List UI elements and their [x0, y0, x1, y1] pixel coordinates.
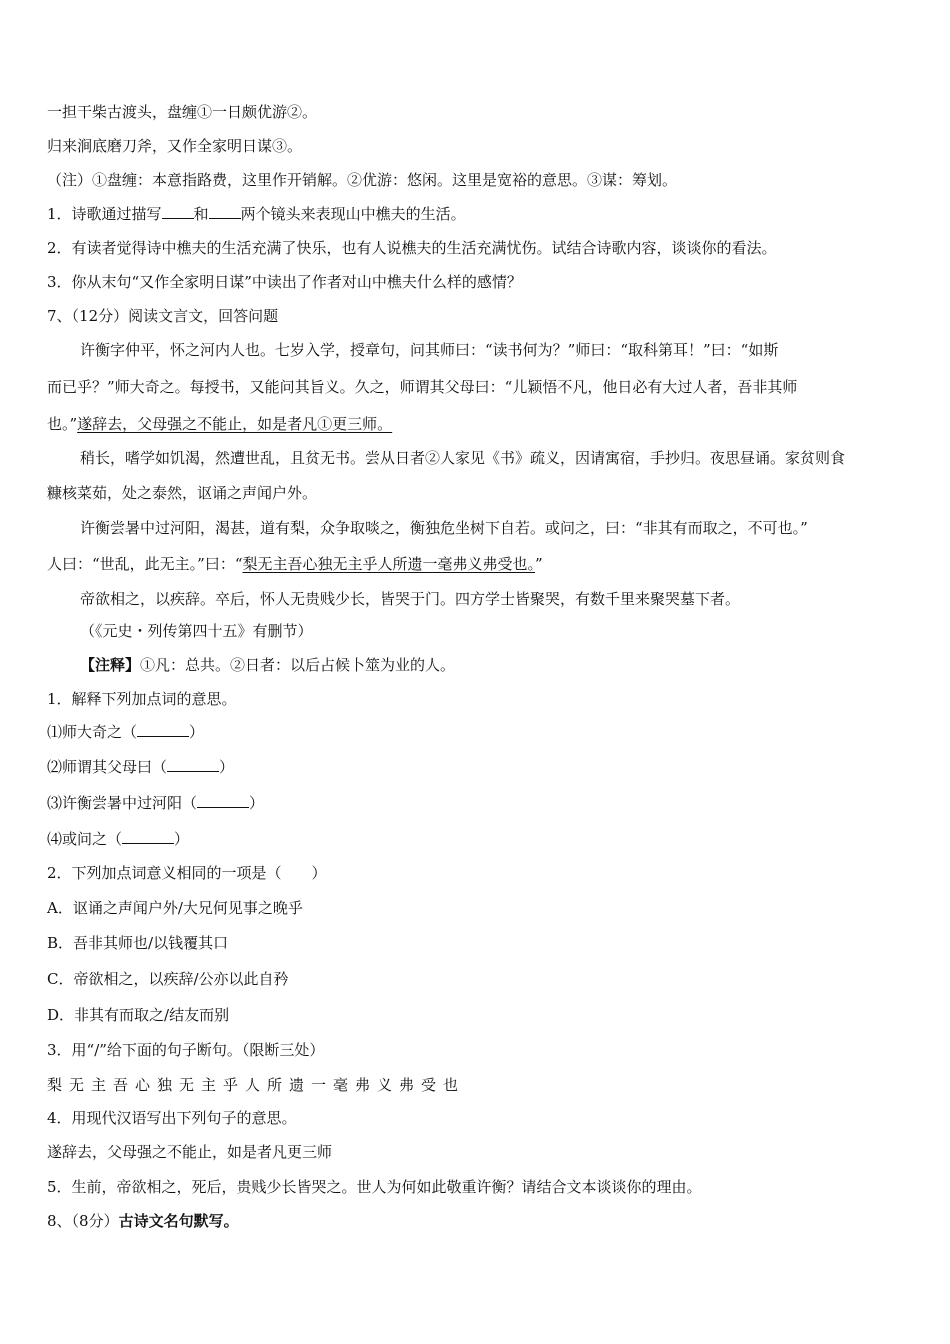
q8-heading	[47, 1211, 239, 1231]
passage-p3-line1: 许衡尝暑中过河阳，渴甚，道有梨，众争取啖之，衡独危坐树下自若。或问之，曰：“非其有而取之，不可也。”	[80, 519, 808, 537]
passage-p2-line1: 稍长，嗜学如饥渴，然遭世乱，且贫无书。尝从日者②人家见《书》疏义，因请寓宿，手抄归。夜思昼诵。家贫则食	[80, 449, 846, 467]
sub-question-5: 5．生前，帝欲相之，死后，贵贱少长皆哭之。世人为何如此敬重许衡？请结合文本谈谈你的理由。	[47, 1178, 702, 1196]
underlined-sentence: 梨无主吾心独无主乎人所遗一毫弗义弗受也。	[242, 555, 536, 573]
answer-blank[interactable]	[122, 829, 174, 844]
sentence-to-punctuate: 梨无主吾心独无主乎人所遗一毫弗义弗受也	[47, 1076, 466, 1094]
q1-text-b: 和	[193, 205, 209, 223]
option-a[interactable]: A．讴诵之声闻户外/大兄何见事之晚乎	[47, 899, 303, 917]
answer-blank[interactable]	[167, 757, 219, 772]
answer-blank[interactable]	[162, 204, 194, 219]
option-b[interactable]: B．吾非其师也/以钱覆其口	[47, 934, 229, 952]
item-text: ⑷或问之（	[47, 830, 123, 848]
passage-p1-line3	[47, 414, 392, 434]
poem-line-2: 归来涧底磨刀斧，又作全家明日谋③。	[47, 137, 303, 155]
option-d[interactable]: D．非其有而取之/结友而别	[47, 1006, 230, 1024]
close-paren: ）	[249, 794, 265, 812]
passage-source: （《元史・列传第四十五》有删节）	[80, 622, 313, 640]
answer-blank[interactable]	[137, 722, 189, 737]
passage-p1-line2: 而已乎？”师大奇之。每授书，又能问其旨义。久之，师谓其父母曰：“儿颖悟不凡，他日必有大过人者，吾非其师	[47, 378, 798, 396]
notes-label: 【注释】	[80, 656, 141, 674]
sub-question-1-item-4	[47, 829, 189, 849]
p3-line2-start: 人曰：“世乱，此无主。”曰：“	[47, 555, 243, 573]
option-c[interactable]: C．帝欲相之，以疾辞/公亦以此自矜	[47, 970, 289, 988]
sub-question-1-item-1	[47, 722, 204, 742]
item-text: ⑴师大奇之（	[47, 723, 138, 741]
q1-text-c: 两个镜头来表现山中樵夫的生活。	[240, 205, 466, 223]
sub-question-3: 3．用“/”给下面的句子断句。（限断三处）	[47, 1041, 325, 1059]
q8-title: 古诗文名句默写。	[118, 1212, 239, 1230]
poem-question-1	[47, 204, 466, 224]
close-paren: ）	[219, 758, 235, 776]
close-paren: ）	[189, 723, 205, 741]
poem-question-2: 2．有读者觉得诗中樵夫的生活充满了快乐，也有人说樵夫的生活充满忧伤。试结合诗歌内容，谈谈你的看法。	[47, 239, 777, 257]
passage-p3-line2	[47, 554, 543, 574]
passage-p4: 帝欲相之，以疾辞。卒后，怀人无贵贱少长，皆哭于门。四方学士皆聚哭，有数千里来聚哭墓下者。	[80, 590, 741, 608]
poem-line-1: 一担干柴古渡头，盘缠①一日颇优游②。	[47, 103, 318, 121]
q8-prefix: 8、（8分）	[47, 1212, 119, 1230]
answer-blank[interactable]	[197, 793, 249, 808]
close-paren: ）	[174, 830, 190, 848]
passage-p1-line1: 许衡字仲平，怀之河内人也。七岁入学，授章句，问其师曰：“读书何为？”师曰：“取科第耳！”曰：“如斯	[80, 341, 779, 359]
q7-heading: 7、（12分）阅读文言文，回答问题	[47, 307, 279, 325]
poem-note: （注）①盘缠：本意指路费，这里作开销解。②优游：悠闲。这里是宽裕的意思。③谋：筹划。	[47, 171, 678, 189]
sub-question-4: 4．用现代汉语写出下列句子的意思。	[47, 1109, 297, 1127]
item-text: ⑵师谓其父母曰（	[47, 758, 168, 776]
passage-p2-line2: 糠核菜茹，处之泰然，讴诵之声闻户外。	[47, 484, 318, 502]
q1-text-a: 1．诗歌通过描写	[47, 205, 162, 223]
notes-text: ①凡：总共。②日者：以后占候卜筮为业的人。	[140, 656, 456, 674]
underlined-sentence: 遂辞去，父母强之不能止，如是者凡①更三师。	[77, 415, 393, 433]
poem-question-3: 3．你从末句“又作全家明日谋”中读出了作者对山中樵夫什么样的感情？	[47, 273, 522, 291]
sub-question-2: 2．下列加点词意义相同的一项是（ ）	[47, 864, 327, 882]
p1-line3-start: 也。”	[47, 415, 78, 433]
sub-question-1: 1．解释下列加点词的意思。	[47, 690, 237, 708]
answer-blank[interactable]	[209, 204, 241, 219]
p3-line2-end: ”	[535, 555, 543, 573]
passage-notes	[80, 655, 455, 675]
item-text: ⑶许衡尝暑中过河阳（	[47, 794, 198, 812]
sentence-to-translate: 遂辞去，父母强之不能止，如是者凡更三师	[47, 1143, 333, 1161]
sub-question-1-item-2	[47, 757, 234, 777]
sub-question-1-item-3	[47, 793, 264, 813]
